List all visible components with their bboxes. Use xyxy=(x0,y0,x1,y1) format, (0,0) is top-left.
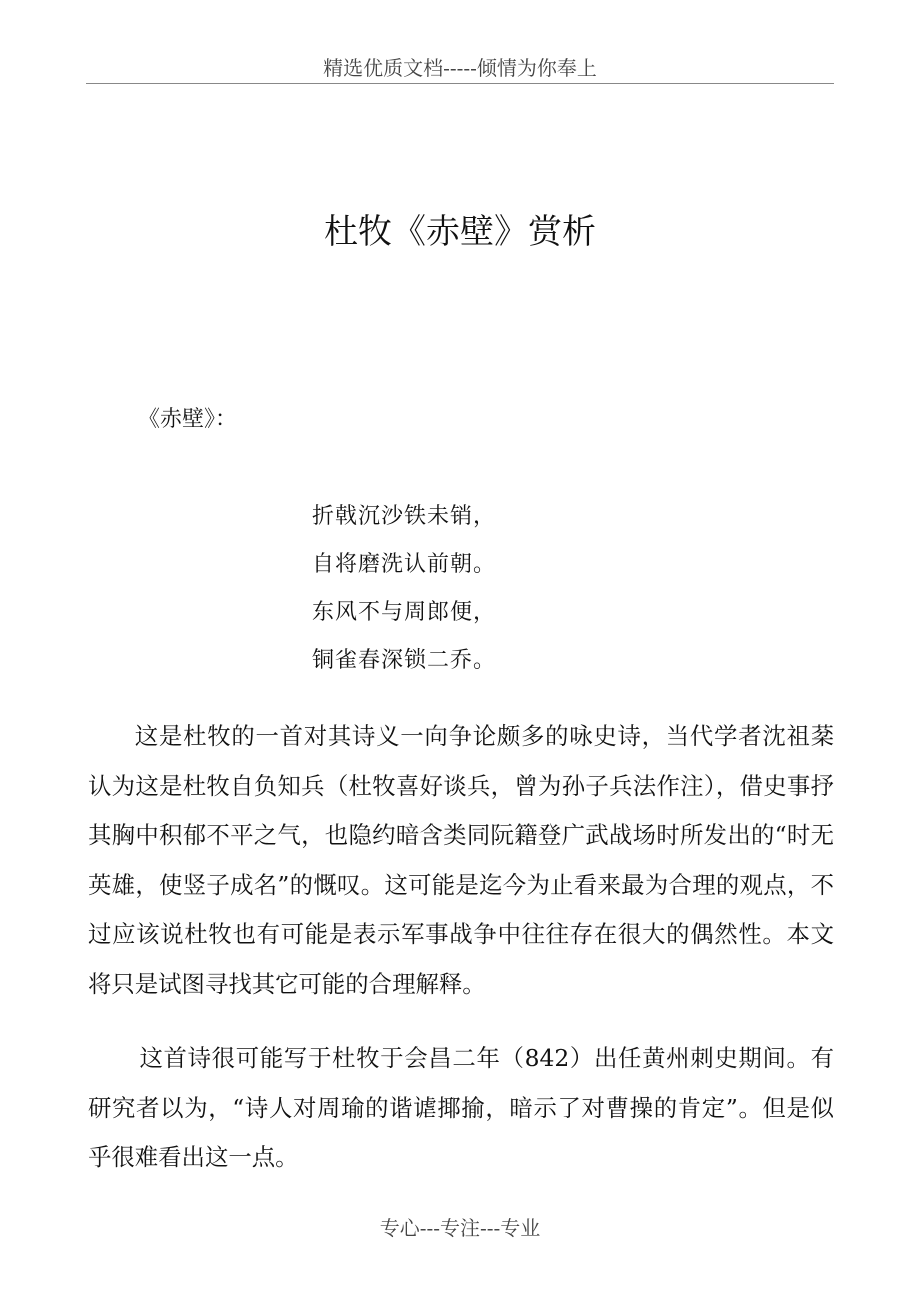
document-title: 杜牧《赤壁》赏析 xyxy=(324,212,596,252)
page-footer: 专心---专注---专业 xyxy=(379,1216,541,1240)
poem-block xyxy=(312,493,572,685)
body-paragraph: 这是杜牧的一首对其诗义一向争论颇多的咏史诗，当代学者沈祖棻认为这是杜牧自负知兵（杜牧喜好谈兵，曾为孙子兵法作注），借史事抒其胸中积郁不平之气，也隐约暗含类同阮籍登广武战场时所发出的“时无英雄，使竖子成名”的慨叹。这可能是迄今为止看来最为合理的观点，不过应该说杜牧也有可能是表示军事战争中往往存在很大的偶然性。本文将只是试图寻找其它可能的合理解释。 xyxy=(88,722,834,998)
body-paragraph: 这首诗很可能写于杜牧于会昌二年（842）出任黄州刺史期间。有研究者以为，“诗人对周瑜的谐谑揶揄，暗示了对曹操的肯定”。但是似乎很难看出这一点。 xyxy=(88,1044,834,1171)
poem-label: 《赤壁》： xyxy=(138,407,238,432)
poem-line: 折戟沉沙铁未销， xyxy=(312,504,497,529)
header-divider xyxy=(86,83,834,84)
poem-line: 东风不与周郎便， xyxy=(312,600,497,625)
poem-line: 自将磨洗认前朝。 xyxy=(312,552,497,577)
page-header: 精选优质文档-----倾情为你奉上 xyxy=(323,56,597,80)
poem-line: 铜雀春深锁二乔。 xyxy=(312,648,497,673)
